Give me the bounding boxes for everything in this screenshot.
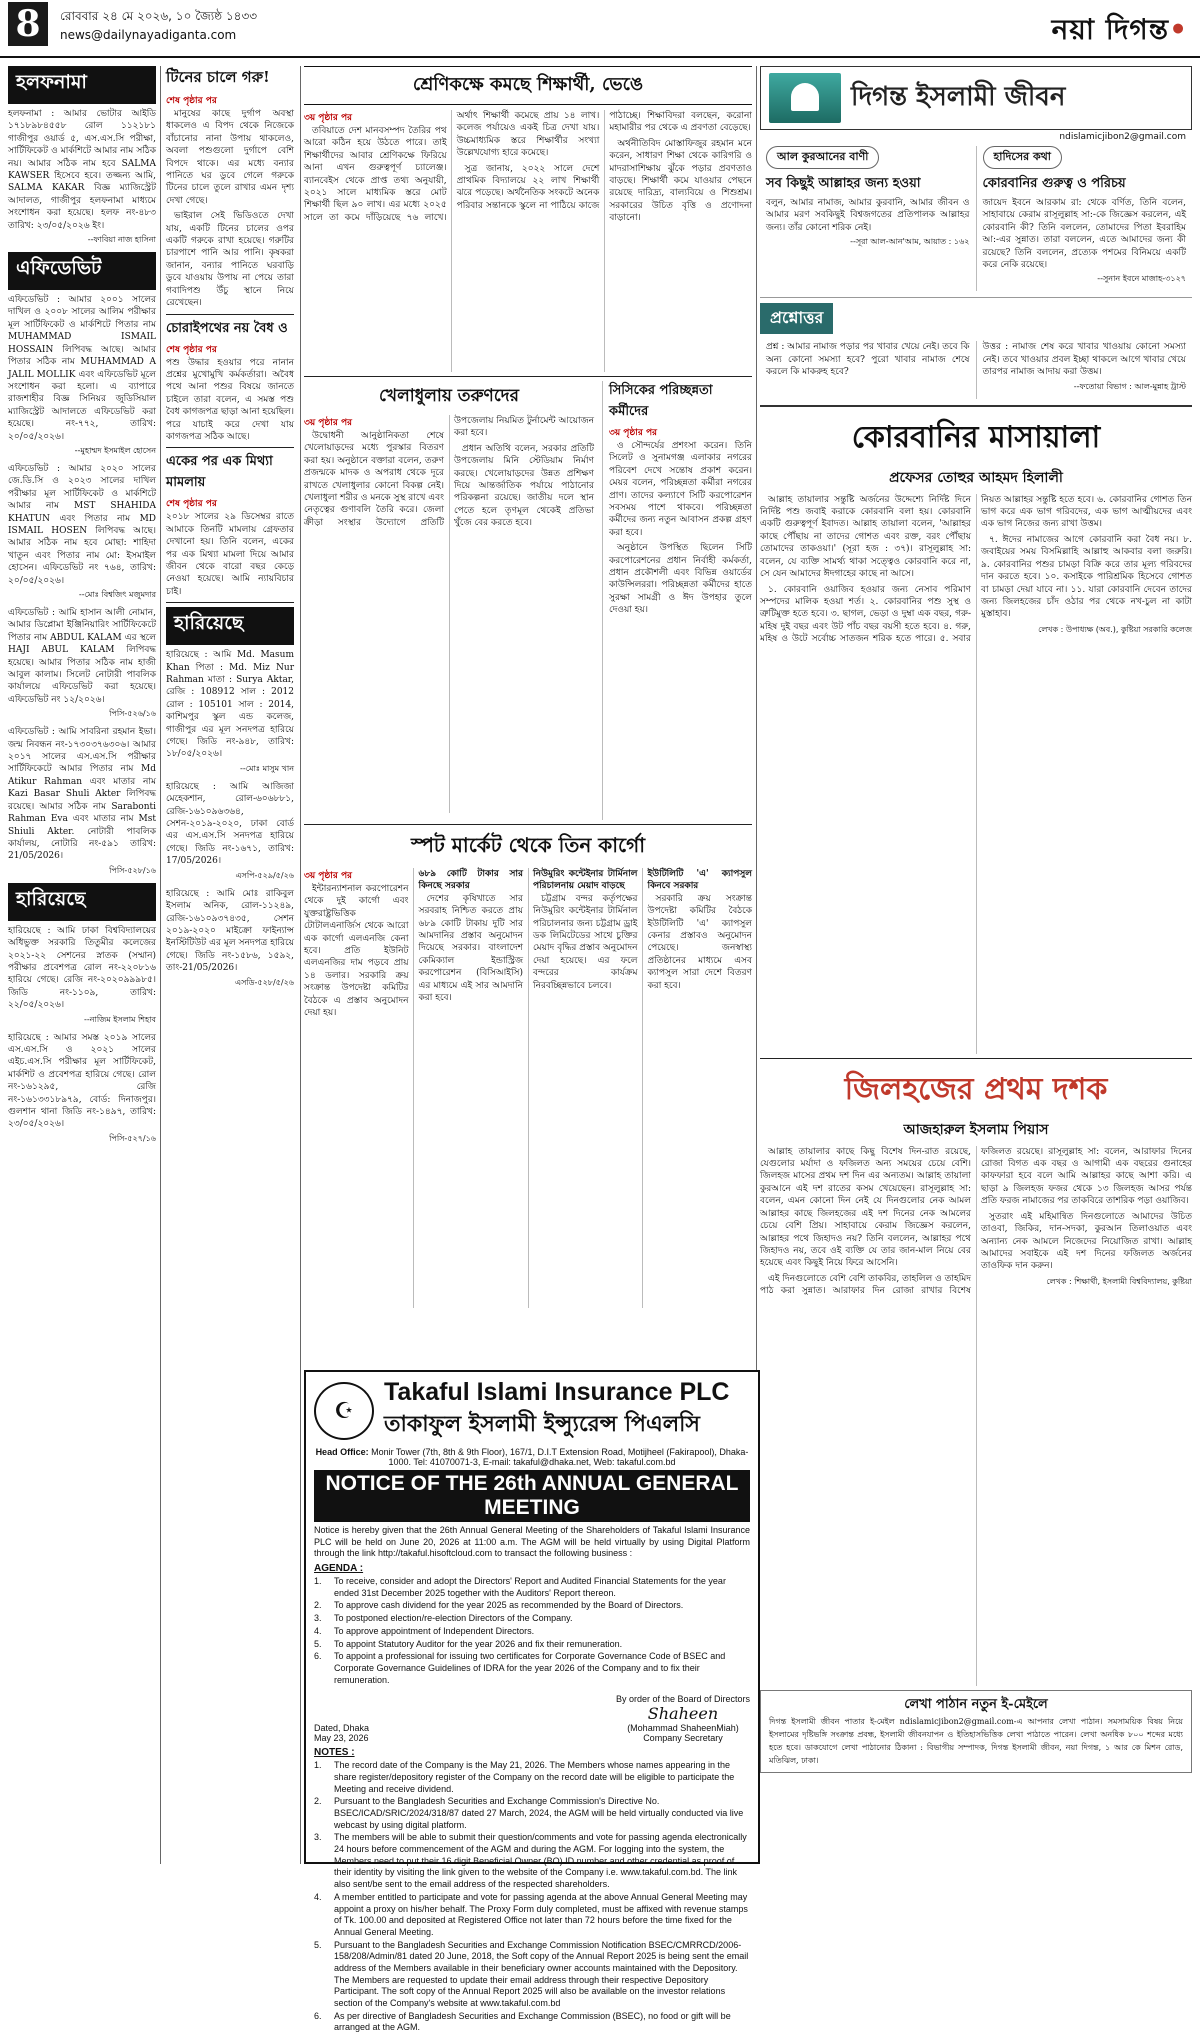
qa-answer-box <box>976 341 1193 398</box>
divider <box>166 314 294 315</box>
paragraph: ১. কোরবানি ওয়াজিব হওয়ার জন্য নেসাব পরিমাণ সম্পদের মালিক হওয়া শর্ত। ২. কোরবানির পশু সুস্থ ও ত্রুটিমুক্ত হতে হবে। ৩. ছাগল, ভেড়া ও দুম্বা এক বছর, গরু-মহিষ দুই বছর এবং উট পাঁচ বছর বয়সী হতে হবে। ৪. গরু, মহিষ ও উটে সর্বোচ্চ সাতজন শরিক হতে পারে। ৫. সবার নিয়ত আল্লাহর সন্তুষ্টি হতে হবে। ৬. কোরবানির গোশত তিন ভাগ করে এক ভাগ গরিবদের, এক ভাগ আত্মীয়দের এবং এক ভাগ নিজের জন্য রাখা উত্তম। <box>760 494 1192 645</box>
notice-signature: পিসি-৫২৬/১৬ <box>109 709 156 719</box>
classifieds-column <box>8 66 156 1864</box>
submission-box <box>760 1690 1192 1773</box>
notes-number: 5. <box>314 1939 322 1950</box>
affidavit-notice: এফিডেভিট : আমি হাসান আলী নোমান, আমার ডিপ্লোমা ইঞ্জিনিয়ারিং সার্টিফিকেটে পিতার নাম ABDUL KALAM এর স্থলে HAJI ABUL KALAM লিপিবদ্ধ হয়েছে। আমার পিতার সঠিক নাম হাজী আবুল কালাম। সিলেট নোটারী পাবলিক কার্যালয়ে এফিডেভিট করা হয়েছে। এফিডেভিট নং ১২/২০২৬। <box>8 608 156 705</box>
story-body: ২০১৮ সালের ২৯ ডিসেম্বর রাতে আমাকে তিনটি মামলায় গ্রেফতার দেখানো হয়। তিনি বলেন, একের পর এক মিথ্যা মামলা দিয়ে আমার জীবন থেকে বারো বছর কেড়ে নেওয়া হয়েছে। আমি ন্যায়বিচার চাই। <box>166 512 294 597</box>
signature-block <box>314 1694 750 1743</box>
logo-text: নয়া দিগন্ত <box>1051 13 1170 46</box>
agenda-item <box>314 1651 750 1686</box>
agenda-text: To approve cash dividend for the year 2025 as recommended by the Board of Directors. <box>334 1600 684 1611</box>
lost-banner: হারিয়েছে <box>8 883 156 921</box>
hadith-box <box>976 146 1193 291</box>
lost-notice: হারিয়েছে : আমি মোঃ রাকিবুল ইসলাম অনিক, রোল-১১২৪৯, রেজি-১৬১০৯৩৭৪৩৫, সেশন ২০১৯-২০২০ মাইক্রো ফাইন্যান্স ইনস্টিটিউট এর মূল সনদপত্র হারিয়ে গেছে। জিডি নং-১৫৮৬, ১৫৯২, তাং-21/05/2026। <box>166 888 294 974</box>
center-news <box>304 66 752 1366</box>
notes-item <box>314 1796 750 1831</box>
islamic-email[interactable]: ndislamicjibon2@gmail.com <box>1059 132 1186 142</box>
office-label: Head Office: <box>315 1447 369 1457</box>
hadith-reference: --সুনান ইবনে মাজাহ-৩১২৭ <box>1097 274 1186 284</box>
agenda-list <box>314 1576 750 1686</box>
paragraph: আল্লাহ তায়ালার সন্তুষ্টি অর্জনের উদ্দেশ্যে নির্দিষ্ট দিনে নির্দিষ্ট পশু জবাই করাকে কোরবানি বলা হয়। কোরবানি একটি গুরুত্বপূর্ণ ইবাদত। আল্লাহ তায়ালা বলেন, 'আল্লাহর কাছে পৌঁছায় না তাদের গোশত এবং রক্ত, বরং পৌঁছায় তোমাদের তাকওয়া।' (সূরা হজ : ৩৭)। রাসূলুল্লাহ সা: বলেন, যে ব্যক্তি সামর্থ্য থাকা সত্ত্বেও কোরবানি করে না, সে যেন আমাদের ঈদগাহের কাছে না আসে। <box>760 494 971 580</box>
notes-text: The record date of the Company is the May 21, 2026. The Members whose names appearing in the share register/depository register of the Company on the record date will be eligible to participate the Meeting and receive dividend. <box>334 1760 735 1794</box>
logo-dot-icon: • <box>1169 13 1188 46</box>
agenda-text: To appoint a professional for issuing two certificates for Corporate Governance Code of BSEC and Corporate Governance Guidelines of IDRA for the year 2026 of the Company and to fix their remuneration. <box>334 1651 726 1685</box>
agenda-number: 4. <box>314 1625 322 1636</box>
secretary-title: Company Secretary <box>643 1733 723 1744</box>
notice-signature: পিসি-৫২৮/১৬ <box>109 865 156 875</box>
notes-text: Pursuant to the Bangladesh Securities and Exchange Commission's Directive No. BSEC/ICAD/SRIC/2024/318/87 dated 27 March, 2024, the AGM will be held virtually conducted via live webcast by using digital platform. <box>334 1796 744 1830</box>
cleaners-body <box>609 440 752 820</box>
secretary-name: (Mohammad ShaheenMiah) <box>627 1723 739 1734</box>
divider <box>304 824 752 825</box>
agenda-title: AGENDA : <box>314 1563 364 1575</box>
paragraph: ৭. ঈদের নামাজের আগে কোরবানি করা বৈধ নয়। ৮. জবাইয়ের সময় বিসমিল্লাহি আল্লাহু আকবার বলা জরুরি। ৯. কোরবানির পশুর চামড়া বিক্রি করে তার মূল্য গরিবদের দান করতে হবে। ১০. কসাইকে পারিশ্রমিক হিসেবে গোশত বা চামড়া দেয়া যাবে না। ১১. যারা কোরবানি দেবেন তাদের জন্য জিলহজের চাঁদ ওঠার পর থেকে নখ-চুল না কাটা মুস্তাহাব। <box>981 534 1192 620</box>
agenda-item <box>314 1639 750 1651</box>
notes-title: NOTES : <box>314 1747 355 1759</box>
notice-signature: --মোঃ বিশ্বজিৎ মজুমদার <box>78 590 156 599</box>
notes-item <box>314 2011 750 2034</box>
paragraph: ভাইরাল সেই ভিডিওতে দেখা যায়, একটি টিনের চালের ওপর একটি গরুকে রাখা হয়েছে। গরুটির চারপাশে পানি আর পানি। কৃষকরা জানান, বন্যার পানিতে ঘরবাড়ি ডুবে যাওয়ায় উপায় না পেয়ে তারা গবাদিপশু উঁচু স্থানে নিয়ে রেখেছেন। <box>166 211 294 309</box>
story-headline[interactable]: টিনের চালে গরু! <box>166 68 270 86</box>
mosque-icon <box>769 73 841 123</box>
affidavit-notice: এফিডেভিট : আমার ২০০১ সালের দাখিল ও ২০০৮ সালের আলিম পরীক্ষার মূল সার্টিফিকেট ও মার্কশিটে পিতার নাম MUHAMMAD ISMAIL HOSSAIN লিপিবদ্ধ আছে। আমার পিতার সঠিক নাম MUHAMMAD A JALIL MOLLIK এবং এফিডেভিট মূলে সংশোধন করা হলো। এ ব্যাপারে রাজশাহীর বিজ্ঞ সিনিয়র জুডিসিয়াল ম্যাজিস্ট্রেট আদালতে এফিডেভিট করা হয়েছে। নং-৭৭২, তারিখ: ২০/০৫/২০২৬। <box>8 295 156 442</box>
cleaners-headline[interactable]: সিসিকের পরিচ্ছন্নতা কর্মীদের <box>609 383 713 419</box>
notes-text: A member entitled to participate and vote for passing agenda at the above Annual General Meeting may appoint a proxy on his/her behalf. The Proxy Form duly completed, must be affixed with revenue stamps of Tk. 100.00 and deposited at Registered Office not later than 72 hours before the time fixed for the Annual General Meeting. <box>334 1891 748 1937</box>
column-divider <box>300 66 301 1864</box>
dhul-hijjah-body <box>760 1146 1192 1686</box>
spot-story <box>304 868 752 1308</box>
agenda-item <box>314 1613 750 1625</box>
quran-box <box>760 146 976 291</box>
sports-story <box>304 381 594 820</box>
notice-intro: Notice is hereby given that the 26th Annual General Meeting of the Shareholders of Takaful Islami Insurance PLC will be held on June 20, 2026 at 11:00 a.m. The AGM will be held virtually by using Digital Platform through the link http://takaful.hisoftcloud.com to transact the following business : <box>314 1525 750 1559</box>
qa-question: প্রশ্ন : আমার নামাজ পড়ার পর খাবার খেয়ে নেই। তবে কি অন্য কোনো সমস্যা হবে? পুরো খাবার নামাজ শেষে করলে কি মাকরুহ হবে? <box>766 342 970 378</box>
takaful-logo-icon: ☪ <box>314 1382 374 1440</box>
jump-label: ৩য় পৃষ্ঠার পর <box>304 871 353 881</box>
notice-signature: এসপি-৫২৯/৫/২৬ <box>235 870 294 880</box>
page-number: 8 <box>8 2 48 46</box>
by-order: By order of the Board of Directors <box>615 1694 750 1705</box>
head-office <box>314 1447 750 1467</box>
spot-headline[interactable]: স্পট মার্কেট থেকে তিন কার্গো <box>410 833 646 857</box>
story-headline[interactable]: চোরাইপথের নয় বৈধ ও <box>166 320 288 336</box>
paragraph: চট্টগ্রাম বন্দর কর্তৃপক্ষের নিউমুরিং কন্টেইনার টার্মিনাল পরিচালনার জন্য চট্টগ্রাম ড্রাই ডক লিমিটেডের সাথে চুক্তির মেয়াদ বৃদ্ধির প্রস্তাব অনুমোদন দেয়া হয়েছে। এর ফলে বন্দরের কার্যক্রম নিরবচ্ছিন্নভাবে চলবে। <box>533 893 638 991</box>
notes-number: 6. <box>314 2010 322 2021</box>
quran-pill: আল কুরআনের বাণী <box>766 146 879 169</box>
paragraph: সরকারি ক্রয় সংক্রান্ত উপদেষ্টা কমিটির বৈঠকে ইউটিলিটি 'এ' ক্যাপসুল কেনার প্রস্তাবও অনুমোদন পেয়েছে। জনস্বাস্থ্য প্রতিষ্ঠানের মাধ্যমে এসব ক্যাপসুল সারা দেশে বিতরণ করা হবে। <box>647 893 752 991</box>
paragraph: অনুষ্ঠানে উপস্থিত ছিলেন সিটি করপোরেশনের প্রধান নির্বাহী কর্মকর্তা, প্রধান প্রকৌশলী এবং বিভিন্ন ওয়ার্ডের কাউন্সিলররা। পরিচ্ছন্নতা কর্মীদের হাতে সুরক্ষা সামগ্রী ও ঈদ উপহার তুলে দেওয়া হয়। <box>609 543 752 616</box>
agenda-number: 5. <box>314 1638 322 1649</box>
islamic-section <box>760 66 1192 1864</box>
hadith-heading: কোরবানির গুরুত্ব ও পরিচয় <box>982 176 1126 191</box>
secretary-block <box>616 1694 750 1743</box>
ad-company <box>384 1378 729 1444</box>
notes-item <box>314 1760 750 1795</box>
agenda-number: 2. <box>314 1600 322 1611</box>
affidavit-notice: হলফনামা : আমার ভোটার আইডি ১৭১৮৯৮৪৫৫৮ রোল ১১২১৮১ গাজীপুর ওয়ার্ড ৫, এস.এস.সি পরীক্ষা, সার্টিফিকেট ও মার্কশিটে আমার নাম সঠিক নয়। আমার সঠিক নাম হবে SALMA KAWSER হিসেবে হবে। তজ্জন্য আমি, SALMA KAKAR বিজ্ঞ ম্যাজিস্ট্রেট আদালত, গাজীপুর হলফনামা মাধ্যমে সংশোধন করা হয়েছে। হলফ নং-৪৮৩ তারিখ: ২৩/০৫/২০২৬ ইং। <box>8 109 156 231</box>
story-headline[interactable]: একের পর এক মিথ্যা মামলায় <box>166 454 273 491</box>
notes-list <box>314 1760 750 2034</box>
lead-story <box>304 110 752 372</box>
notes-item <box>314 1892 750 1939</box>
paragraph: অর্থনীতিবিদ মোস্তাফিজুর রহমান মনে করেন, সাধারণ শিক্ষা থেকে কারিগরি ও মাদরাসাশিক্ষায় ঝুঁকে পড়ার প্রবণতাও বাড়ছে। শিক্ষার্থী কমে যাওয়ার পেছনে রয়েছে দারিদ্র্য, বাল্যবিয়ে ও শিশুশ্রম। সরকারের উচিত বৃত্তি ও প্রণোদনা বাড়ানো। <box>609 138 752 224</box>
company-name-bn: তাকাফুল ইসলামী ইন্স্যুরেন্স পিএলসি <box>384 1411 700 1437</box>
agenda-text: To approve appointment of Independent Directors. <box>334 1625 535 1636</box>
jump-label: শেষ পৃষ্ঠার পর <box>166 499 217 510</box>
quran-hadith-box <box>760 142 1192 298</box>
agenda-text: To receive, consider and adopt the Directors' Report and Audited Financial Statements for the year ended 31st December 2025 together with the Auditors' Report thereon. <box>334 1576 726 1598</box>
paragraph: প্রধান অতিথি বলেন, সরকার প্রতিটি উপজেলায় মিনি স্টেডিয়াম নির্মাণ করছে। খেলোয়াড়দের উন্নত প্রশিক্ষণ দিয়ে আন্তর্জাতিক পর্যায়ে পাঠানোর পরিকল্পনা রয়েছে। জাতীয় দলে স্থান পেতে হলে তৃণমূল থেকেই প্রতিভা খুঁজে বের করতে হবে। <box>454 443 594 529</box>
lost-banner: হারিয়েছে <box>166 607 294 645</box>
dhul-hijjah-byline: আজহারুল ইসলাম পিয়াস <box>903 1121 1049 1138</box>
jump-label: ৩য় পৃষ্ঠার পর <box>304 418 353 428</box>
notes-text: As per directive of Bangladesh Securities and Exchange Commission (BSEC), no food or gift will be arranged at the AGM. <box>334 2010 731 2033</box>
notes-item <box>314 1832 750 1890</box>
notice-signature: পিসি-৫২৭/১৬ <box>109 1133 156 1143</box>
paragraph: আল্লাহ তায়ালার কাছে কিছু বিশেষ দিন-রাত রয়েছে, যেগুলোর মর্যাদা ও ফজিলত অন্য সময়ের চেয়ে বেশি। জিলহজ মাসের প্রথম দশ দিন এর অন্যতম। আল্লাহ তায়ালা কুরআনে এই দশ রাতের কসম খেয়েছেন। রাসূলুল্লাহ সা: বলেন, এমন কোনো দিন নেই যে দিনগুলোর নেক আমল আল্লাহর কাছে জিলহজের এই দশ দিনের নেক আমলের চেয়ে বেশি প্রিয়। সাহাবায়ে কেরাম জিজ্ঞেস করলেন, আল্লাহর পথে জিহাদও নয়? তিনি বললেন, আল্লাহর পথে জিহাদও নয়, তবে ওই ব্যক্তি যে তার জান-মাল নিয়ে বের হয়েছে এবং কিছুই নিয়ে ফিরে আসেনি। <box>760 1146 971 1269</box>
lost-notice: হারিয়েছে : আমি Md. Masum Khan পিতা : Md. Miz Nur Rahman মাতা : Surya Aktar, রেজি : 108912 সাল : 2012 রোল : 105101 সাল : 2014, কাশিমপুর স্কুল এন্ড কলেজ, গাজীপুর এর মূল সনদপত্র হারিয়ে গেছে। জিডি নং-৯৪৮, তারিখ: ১৮/০৫/২০২৬। <box>166 650 294 760</box>
notice-signature: --ফাবিয়া নাজ হাসিনা <box>87 235 156 245</box>
paragraph: তবিয়াতে দেশ মানবসম্পদ তৈরির পথ আরো কঠিন হয়ে উঠতে পারে। তাই শিক্ষার্থীদের আবার শ্রেণিকক্ষে ফিরিয়ে আনা এখন গুরুত্বপূর্ণ চ্যালেঞ্জ। ব্যানবেইস থেকে প্রাপ্ত তথ্য অনুযায়ী, ২০২১ সালে মাধ্যমিক স্তরে মোট শিক্ষার্থী ছিল ৯০ লাখ। এর মধ্যে ২০২৫ সালে তা কমে দাঁড়িয়েছে ৭৬ লাখে। অর্থাৎ শিক্ষার্থী কমেছে প্রায় ১৪ লাখ। কলেজ পর্যায়েও একই চিত্র দেখা যায়। উচ্চমাধ্যমিক স্তরে শিক্ষার্থীর সংখ্যা উল্লেখযোগ্য হারে কমেছে। <box>304 111 600 223</box>
dhul-hijjah-author-note: লেখক : শিক্ষার্থী, ইসলামী বিশ্ববিদ্যালয়, কুষ্টিয়া <box>1046 1276 1192 1286</box>
cleaners-story <box>602 381 752 820</box>
divider <box>166 447 294 448</box>
paragraph: ইন্টারন্যাশনাল করপোরেশন থেকে দুই কার্গো এবং যুক্তরাষ্ট্রভিত্তিক টোটালএনার্জিস থেকে আরো এক কার্গো এলএনজি কেনা হবে। প্রতি ইউনিট এলএনজির দাম পড়বে প্রায় ১৪ ডলার। সরকারি ক্রয় সংক্রান্ত উপদেষ্টা কমিটির বৈঠকে এ প্রস্তাব অনুমোদন দেয়া হয়। <box>304 884 409 1019</box>
subheading: ৬৮৯ কোটি টাকার সার কিনছে সরকার <box>418 869 523 892</box>
issue-date: রোববার ২৪ মে ২০২৬, ১০ জ্যৈষ্ঠ ১৪৩৩ <box>60 9 258 23</box>
company-name-en: Takaful Islami Insurance PLC <box>384 1378 730 1406</box>
subheading: নিউমুরিং কন্টেইনার টার্মিনাল পরিচালনায় মেয়াদ বাড়ছে <box>533 869 638 892</box>
affidavit-notice: এফিডেভিট : আমার ২০২০ সালের জে.ডি.সি ও ২০২৩ সালের দাখিল পরীক্ষার মূল সার্টিফিকেট ও মার্কশিটে আমার নাম MST SHAHIDA KHATUN এবং পিতার নাম MD ISMAIL HOSEN লিপিবদ্ধ আছে। আমার সঠিক নাম হবে মোছা: শাহিদা খাতুন এবং পিতার নাম মো: ইসমাইল হোসেন। এফিডেভিট নং ৭৬৪, তারিখ: ২০/০৫/২০২৬। <box>8 463 156 586</box>
notice-signature: --নাজিম ইসলাম শিহাব <box>83 1014 156 1024</box>
paragraph: সুত্র জানায়, ২০২২ সালে দেশে প্রাথমিক বিদ্যালয়ে ২২ লাখ শিক্ষার্থী ঝরে পড়েছে। অর্থনৈতিক সংকটে অনেক পরিবার সন্তানকে স্কুলে না পাঠিয়ে কাজে পাঠাচ্ছে। শিক্ষাবিদরা বলছেন, করোনা মহামারীর পর থেকে এ প্রবণতা বেড়েছে। <box>456 111 752 211</box>
quran-heading: সব কিছুই আল্লাহর জন্য হওয়া <box>766 176 921 191</box>
submission-text: দিগন্ত ইসলামী জীবন পাতার ই-মেইল ndislamicjibon2@gmail.com-এ আপনার লেখা পাঠান। সমসাময়িক বিষয় নিয়ে ইসলামের দৃষ্টিভঙ্গি সংক্রান্ত প্রবন্ধ, ইসলামী জীবনযাপন ও ইতিহাসভিত্তিক লেখা পাঠাতে পারেন। লেখা অনধিক ৮০০ শব্দের মধ্যে হতে হবে। ডাকযোগে লেখা পাঠানোর ঠিকানা : বিভাগীয় সম্পাদক, দিগন্ত ইসলামী জীবন, নয়া দিগন্ত, ১ আর কে মিশন রোড, মতিঝিল, ঢাকা। <box>769 1716 1183 1765</box>
sports-headline[interactable]: খেলাধুলায় তরুণদের <box>379 386 519 406</box>
notice-signature: --মুহাম্মদ ইসমাইল হোসেন <box>74 445 156 455</box>
news-column-2 <box>166 66 294 1864</box>
paragraph: ও সৌন্দর্যের প্রশংসা করেন। তিনি সিলেট ও সুনামগঞ্জ এলাকার নগরের পরিবেশ দেখে সন্তোষ প্রকাশ করেন। মেয়র বলেন, পরিচ্ছন্নতা কর্মীরা নগরের প্রাণ। তাদের কল্যাণে সিটি করপোরেশন সবসময় পাশে থাকবে। পরিচ্ছন্নতা কর্মীদের জন্য নতুন আবাসন প্রকল্প গ্রহণ করা হবে। <box>609 441 752 538</box>
dated-block <box>314 1723 369 1743</box>
sports-body <box>304 415 594 813</box>
jump-label: ৩য় পৃষ্ঠার পর <box>304 113 353 123</box>
quran-reference: --সূরা আল-আন'আম, আয়াত : ১৬২ <box>850 237 970 247</box>
email-link[interactable]: news@dailynayadiganta.com <box>60 28 237 42</box>
affidavit-notice: এফিডেভিট : আমি সাবরিনা রহমান ইভা। জন্ম নিবন্ধন নং-১৭৩০৩৭৬৩০৬। আমার ২০১৭ সালের এস.এস.সি পরীক্ষার সার্টিফিকেটে আমার পিতার নাম Md Atikur Rahman এবং মাতার নাম Kazi Basar Shuli Akter লিপিবদ্ধ রয়েছে। আমার সঠিক নাম Sarabonti Rahman Eva এবং মাতার নাম Mst Shiuli Akter. নোটারী পাবলিক কার্যালয়, নোটারি নং-৫৯১ তারিখ: 21/05/2026। <box>8 727 156 862</box>
notes-text: Pursuant to the Bangladesh Securities and Exchange Commission Notification BSEC/CMRRCD/2006-158/208/Admin/81 dated 20 June, 2018, the Soft copy of the Annual Report 2025 is being sent the email address of the Members available in their beneficiary owner accounts maintained with the Depository. The Members are requested to update their email address through their respective Depository Participant. The soft copy of the Annual Report 2025 will also be available on the investor relations section of the Company's website at www.takaful.com.bd <box>334 1939 749 2008</box>
affidavit2-banner: এফিডেভিট <box>8 252 156 290</box>
notes-item <box>314 1940 750 2010</box>
agenda-number: 3. <box>314 1613 322 1624</box>
islamic-title: দিগন্ত ইসলামী জীবন <box>851 82 1066 112</box>
column-divider <box>160 66 161 1864</box>
office-address: Monir Tower (7th, 8th & 9th Floor), 167/1, D.I.T Extension Road, Motijheel (Fakirapool), Dhaka-1000. Tel: 41070071-3, E-mail: takaful@dhaka.net, Web: takaful.com.bd <box>371 1447 749 1467</box>
lost-notice: হারিয়েছে : আমি আজিজা মেহেকশান, রোল-৬০৬৮৮১, রেজি-১৬১০৯৬৩৬৪, সেশন-২০১৯-২০২০, ঢাকা বোর্ড এর এস.এস.সি সনদপত্র হারিয়ে গেছে। জিডি নং-১৬৭১, তারিখ: 17/05/2026। <box>166 781 294 867</box>
hadith-text: জায়েদ ইবনে আরকাম রা: থেকে বর্ণিত, তিনি বলেন, সাহাবায়ে কেরাম রাসূলুল্লাহ সা:-কে জিজ্ঞেস করলেন, এই কোরবানি কী? তিনি বললেন, তোমাদের পিতা ইবরাহিম আ:-এর সুন্নাত। তারা বললেন, এতে আমাদের জন্য কী রয়েছে? তিনি বললেন, প্রত্যেক পশমের বিনিময়ে একটি করে নেকি রয়েছে। <box>982 198 1186 271</box>
notice-signature: --মোঃ মাসুম খান <box>240 763 294 773</box>
notes-number: 2. <box>314 1796 322 1807</box>
qa-box <box>760 337 1192 406</box>
subheading: ইউটিলিটি 'এ' ক্যাপসুল কিনবে সরকার <box>647 869 752 892</box>
dated-value: May 23, 2026 <box>314 1733 369 1744</box>
takaful-agm-notice <box>304 1370 760 2033</box>
agenda-number: 1. <box>314 1576 322 1587</box>
agenda-text: To postponed election/re-election Directors of the Company. <box>334 1613 573 1624</box>
lost-notice: হারিয়েছে : আমি ঢাকা বিশ্ববিদ্যালয়ের অধিভুক্ত সরকারি তিতুমীর কলেজের ২০২১-২২ সেশনের স্নাতক (সম্মান) পরীক্ষার প্রবেশপত্র রোল নং-২২০৮১৬ হারিয়ে গেছে। রেজি নং-২০২০৯৯৯৮৫। জিডি নং-১১০৯, তারিখ: ২২/০৫/২০২৬। <box>8 925 156 1011</box>
lead-headline[interactable]: শ্রেণিকক্ষে কমছে শিক্ষার্থী, ভেঙে <box>304 66 752 105</box>
jump-label: শেষ পৃষ্ঠার পর <box>166 344 217 355</box>
notes-number: 1. <box>314 1760 322 1771</box>
hadith-pill: হাদিসের কথা <box>983 146 1062 169</box>
ad-header <box>314 1378 750 1444</box>
masala-byline: প্রফেসর তোহুর আহমদ হিলালী <box>889 469 1063 486</box>
story-body <box>166 108 294 310</box>
affidavit-banner: হলফনামা <box>8 66 156 104</box>
agenda-text: To appoint Statutory Auditor for the year 2026 and fix their remuneration. <box>334 1638 623 1649</box>
islamic-header <box>760 66 1192 130</box>
notice-title: NOTICE OF THE 26th ANNUAL GENERAL MEETING <box>314 1470 750 1522</box>
agenda-item <box>314 1576 750 1599</box>
story-body: পশু উদ্ধার হওয়ার পরে নানান প্রশ্নের মুখোমুখি কর্মকর্তারা। অবৈধ পথে আনা পশুর বিষয়ে জানতে চাইলে তারা বলেন, এ সমস্ত পশু বৈধ কাগজপত্র ছাড়া আনা হয়েছিল। পরে যাচাই করে দেখা যায় কাগজপত্র সঠিক আছে। <box>166 357 294 442</box>
paragraph: উদ্বোধনী আনুষ্ঠানিকতা শেষে খেলোয়াড়দের মধ্যে পুরস্কার বিতরণ করা হয়। অনুষ্ঠানে বক্তারা বলেন, তরুণ প্রজন্মকে মাদক ও অপরাধ থেকে দূরে রাখতে খেলাধুলার কোনো বিকল্প নেই। খেলাধুলা শরীর ও মনকে সুস্থ রাখে এবং নেতৃত্বের গুণাবলি তৈরি করে। জেলা ক্রীড়া সংস্থার উদ্যোগে প্রতিটি উপজেলায় নিয়মিত টুর্নামেন্ট আয়োজন করা হবে। <box>304 416 594 528</box>
paragraph: সুতরাং এই মহিমান্বিত দিনগুলোতে আমাদের উচিত তাওবা, জিকির, দান-সদকা, কুরআন তিলাওয়াত এবং অন্যান্য নেক আমলে নিজেদের নিয়োজিত রাখা। আল্লাহ আমাদের সবাইকে এই দশ দিনের ফজিলত অর্জনের তাওফিক দান করুন। <box>981 1211 1192 1272</box>
jump-label: শেষ পৃষ্ঠার পর <box>166 96 217 106</box>
notice-signature: এসডি-৫২৮/৫/২৬ <box>234 977 294 987</box>
jump-label: ৩য় পৃষ্ঠার পর <box>609 428 658 438</box>
agenda-item <box>314 1626 750 1638</box>
dated-label: Dated, Dhaka <box>314 1723 370 1734</box>
qa-answer: উত্তর : নামাজ শেষ করে খাবার খাওয়ায় কোনো সমস্যা নেই। তবে খাওয়ার প্রবল ইচ্ছা থাকলে আগে খাবার খেয়ে তারপর নামাজ আদায় করা উত্তম। <box>982 342 1186 378</box>
masala-headline[interactable]: কোরবানির মাসায়ালা <box>851 419 1101 455</box>
submission-title: লেখা পাঠান নতুন ই-মেইলে <box>904 1696 1048 1712</box>
agenda-item <box>314 1600 750 1612</box>
notes-number: 3. <box>314 1832 322 1843</box>
divider <box>304 376 752 377</box>
qa-reference: --ফতোয়া বিভাগ : আল-মুন্নাহ ট্রাস্ট <box>1073 381 1186 391</box>
masala-author-note: লেখক : উপাধ্যক্ষ (অব.), কুষ্টিয়া সরকারি কলেজ <box>1038 624 1192 634</box>
lost-notice: হারিয়েছে : আমার সমস্ত ২০১৯ সালের এস.এস.সি ও ২০২১ সালের এইচ.এস.সি পরীক্ষার মূল সার্টিফিকেট, মার্কশিট ও প্রবেশপত্র হারিয়ে গেছে। রোল নং-১৬১২৯৫, রেজি নং-১৬১৩৩১৮৯৭৯, বোর্ড: দিনাজপুর। গুলশান থানা জিডি নং-১৪৯৭, তারিখ: ২৩/০৫/২০২৬। <box>8 1032 156 1130</box>
signature: Shaheen <box>647 1704 719 1724</box>
sports-row <box>304 381 752 820</box>
masthead <box>0 0 1200 58</box>
masala-body <box>760 494 1192 1054</box>
notes-text: The members will be able to submit their question/comments and vote for passing agenda electronically 24 hours before commencement of the AGM and during the AGM. For logging into the system, the Members need to put their 16 digit Beneficial Owner (BO) ID number and other credential as proof of their identity by visiting the link given to the website of the Company i.e. www.takaful.com.bd. The link also sent/be sent to the email address of the respected shareholders. <box>334 1832 747 1890</box>
divider <box>760 1058 1192 1059</box>
agenda-number: 6. <box>314 1651 322 1662</box>
notes-number: 4. <box>314 1891 322 1902</box>
paragraph: এই দিনগুলোতে বেশি বেশি তাকবির, তাহলিল ও তাহমিদ পাঠ করা সুন্নাত। আরাফার দিন রোজা রাখার বিশেষ ফজিলত রয়েছে। রাসূলুল্লাহ সা: বলেন, আরাফার দিনের রোজা বিগত এক বছর ও আগামী এক বছরের গুনাহের কাফফারা হবে বলে আমি আল্লাহর কাছে আশা করি। এ ছাড়া ৯ জিলহজ ফজর থেকে ১৩ জিলহজ আসর পর্যন্ত প্রতি ফরজ নামাজের পর তাকবিরে তাশরিক পড়া ওয়াজিব। <box>760 1146 1192 1297</box>
qa-title: প্রশ্নোত্তর <box>760 303 833 334</box>
divider <box>166 602 294 603</box>
quran-text: বলুন, আমার নামাজ, আমার কুরবানি, আমার জীবন ও আমার মরণ সবকিছুই বিশ্বজগতের প্রতিপালক আল্লাহর জন্য। তাঁর কোনো শরিক নেই। <box>766 198 970 233</box>
newspaper-logo[interactable] <box>1052 8 1188 55</box>
dhul-hijjah-headline[interactable]: জিলহজের প্রথম দশক <box>844 1071 1108 1107</box>
paragraph: দেশের কৃষিখাতে সার সরবরাহ নিশ্চিত করতে প্রায় ৬৮৯ কোটি টাকায় দুটি সার আমদানির প্রস্তাব অনুমোদন দিয়েছে সরকার। বাংলাদেশ কেমিক্যাল ইন্ডাস্ট্রিজ করপোরেশন (বিসিআইসি) এর মাধ্যমে এই সার আমদানি করা হবে। <box>418 893 523 1004</box>
paragraph: মানুষের কাছে দুর্গাপ অবস্থা ধাকলেও এ বিপদ থেকে নিজেকে বাঁচানোর নানা উপায় থাকলেও, অবলা পশুগুলো দুর্গাপে বেশি বিপদে থাকে। এর মধ্যে বন্যার পানিতে ঘর ডুবে গেলে গরুকে টিনের চালে তুলে রাখার এমন দৃশ্য দেখা গেছে। <box>166 109 294 206</box>
